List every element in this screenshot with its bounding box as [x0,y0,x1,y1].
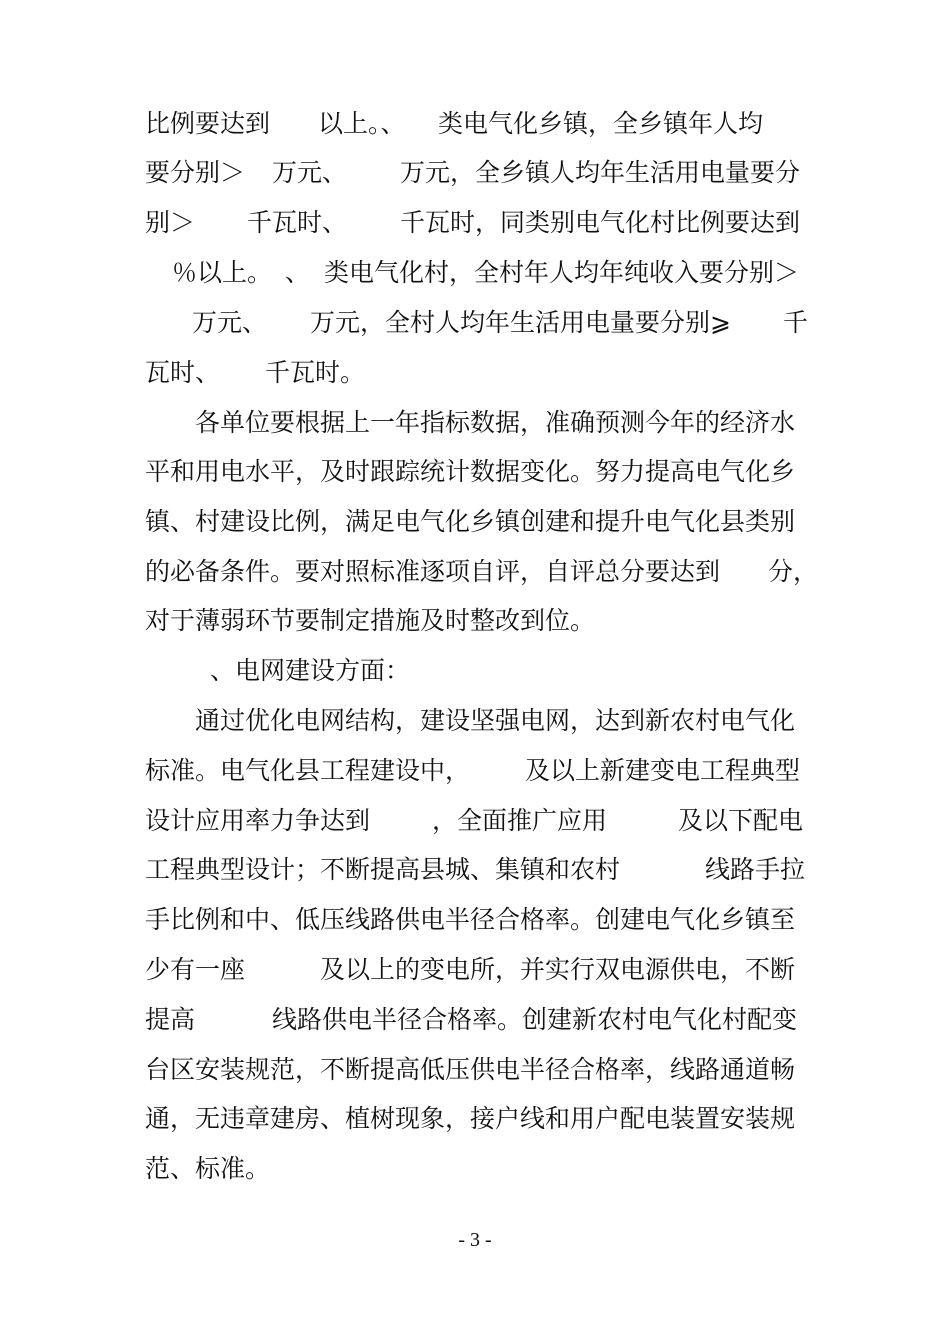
text-segment: 通过优化电网结构，建设坚强电网，达到新农村电气化 [195,706,796,735]
text-segment: 、 [285,258,311,287]
text-segment: 线路供电半径合格率。创建新农村电气化村配变 [272,1005,798,1034]
text-segment: 万元、 [272,158,348,187]
text-segment: 范、标准。 [145,1154,271,1183]
text-segment: 平和用电水平，及时跟踪统计数据变化。努力提高电气化乡 [145,457,796,486]
text-line-14 [0,751,950,791]
text-segment: 、电网建设方面： [210,656,411,685]
text-line-9 [0,502,950,542]
text-segment: 的必备条件。要对照标准逐项自评，自评总分要达到 [145,557,721,586]
text-line-21 [0,1099,950,1139]
text-line-18 [0,950,950,990]
text-line-6 [0,353,950,393]
paragraph-first-line [0,701,950,741]
page-number: - 3 - [458,1229,492,1251]
text-segment: 要分别＞ [145,158,246,187]
text-segment: 千瓦时、 [247,208,348,237]
text-line-20 [0,1050,950,1090]
text-line-19 [0,1000,950,1040]
text-segment: 类电气化村，全村年人均年纯收入要分别＞ [324,258,800,287]
text-line-2 [0,153,950,193]
text-segment: 标准。电气化县工程建设中， [145,756,471,785]
section-heading [0,651,950,691]
text-segment: 对于薄弱环节要制定措施及时整改到位。 [145,606,596,635]
text-line-4 [0,253,950,293]
text-line-5 [0,303,950,343]
text-line-17 [0,900,950,940]
text-segment: 别＞ [145,208,196,237]
text-line-10 [0,552,950,592]
text-segment: 少有一座 [145,955,246,984]
text-segment: 分， [768,557,819,586]
text-segment: 通，无违章建房、植树现象，接户线和用户配电装置安装规 [145,1104,796,1133]
text-segment: 万元、 [192,308,268,337]
text-line-3 [0,203,950,243]
text-segment: ，全面推广应用 [432,806,608,835]
text-segment: 镇、村建设比例，满足电气化乡镇创建和提升电气化县类别 [145,507,796,536]
text-segment: 手比例和中、低压线路供电半径合格率。创建电气化乡镇至 [145,905,796,934]
text-segment: 及以上新建变电工程典型 [525,756,801,785]
text-segment: 工程典型设计；不断提高县城、集镇和农村 [145,855,621,884]
text-segment: 设计应用率力争达到 [145,806,371,835]
text-segment: 及以上的变电所，并实行双电源供电，不断 [320,955,796,984]
text-segment: 瓦时、 [145,358,221,387]
text-segment: 类电气化乡镇，全乡镇年人均 [438,109,764,138]
text-line-1 [0,104,950,144]
text-line-8 [0,452,950,492]
text-segment: 万元，全乡镇人均年生活用电量要分 [400,158,801,187]
text-segment: 以上。、 [318,109,406,138]
text-segment: 比例要达到 [145,109,271,138]
text-segment: 千瓦时，同类别电气化村比例要达到 [400,208,801,237]
text-line-16 [0,850,950,890]
text-segment: 提高 [145,1005,196,1034]
text-segment: 各单位要根据上一年指标数据，准确预测今年的经济水 [195,408,796,437]
text-line-11 [0,601,950,641]
text-segment: 台区安装规范，不断提高低压供电半径合格率，线路通道畅 [145,1055,796,1084]
text-segment: 千 [783,308,809,337]
text-line-15 [0,801,950,841]
text-line-22 [0,1149,950,1189]
text-segment: 及以下配电 [678,806,804,835]
text-segment: 线路手拉 [705,855,806,884]
text-segment: ％以上。 [172,258,273,287]
text-segment: 千瓦时。 [265,358,366,387]
text-segment: 万元，全村人均年生活用电量要分别⩾ [310,308,731,337]
paragraph-first-line [0,403,950,443]
